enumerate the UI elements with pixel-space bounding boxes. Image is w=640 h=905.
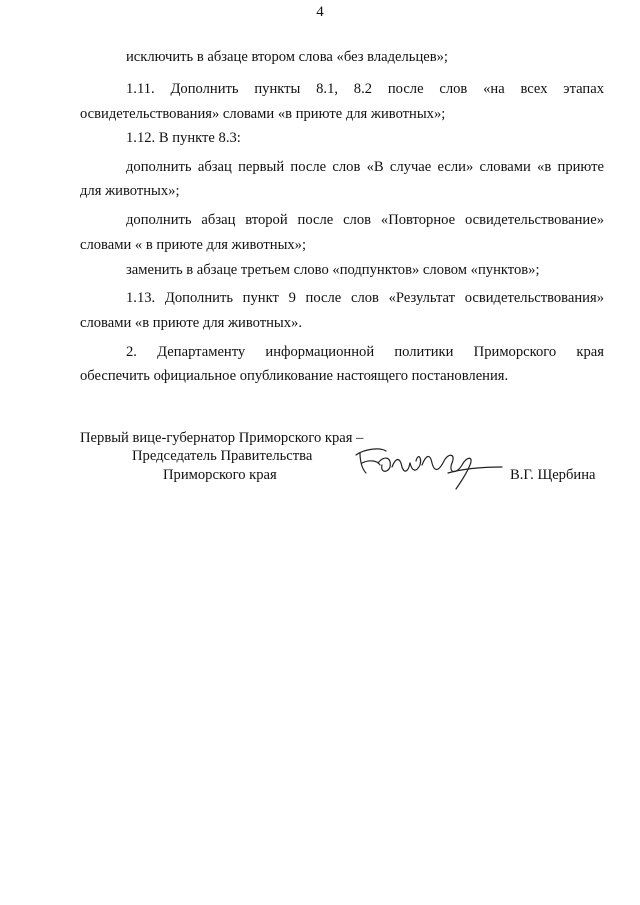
signatory-title: Приморского края: [163, 467, 277, 483]
paragraph-line: словами «в приюте для животных».: [80, 315, 302, 331]
paragraph-line: для животных»;: [80, 183, 180, 199]
signatory-name: В.Г. Щербина: [510, 467, 596, 483]
paragraph-line: обеспечить официальное опубликование настоящего постановления.: [80, 368, 509, 384]
paragraph-line: 1.13. Дополнить пункт 9 после слов «Результат освидетельствования»: [126, 290, 604, 306]
paragraph-line: 1.12. В пункте 8.3:: [126, 130, 241, 146]
paragraph-line: 2. Департаменту информационной политики Приморского края: [126, 344, 604, 360]
paragraph-line: исключить в абзаце втором слова «без владельцев»;: [126, 49, 448, 65]
paragraph-line: 1.11. Дополнить пункты 8.1, 8.2 после слов «на всех этапах: [126, 81, 604, 97]
signatory-title: Первый вице-губернатор Приморского края –: [80, 430, 364, 446]
paragraph-line: освидетельствования» словами «в приюте для животных»;: [80, 106, 446, 122]
paragraph-line: дополнить абзац второй после слов «Повторное освидетельствование»: [126, 212, 604, 228]
paragraph-line: словами « в приюте для животных»;: [80, 237, 307, 253]
page-number: 4: [316, 4, 324, 20]
handwritten-signature: [352, 443, 512, 493]
signatory-title: Председатель Правительства: [132, 448, 313, 464]
paragraph-line: дополнить абзац первый после слов «В случае если» словами «в приюте: [126, 159, 604, 175]
paragraph-line: заменить в абзаце третьем слово «подпунктов» словом «пунктов»;: [126, 262, 540, 278]
